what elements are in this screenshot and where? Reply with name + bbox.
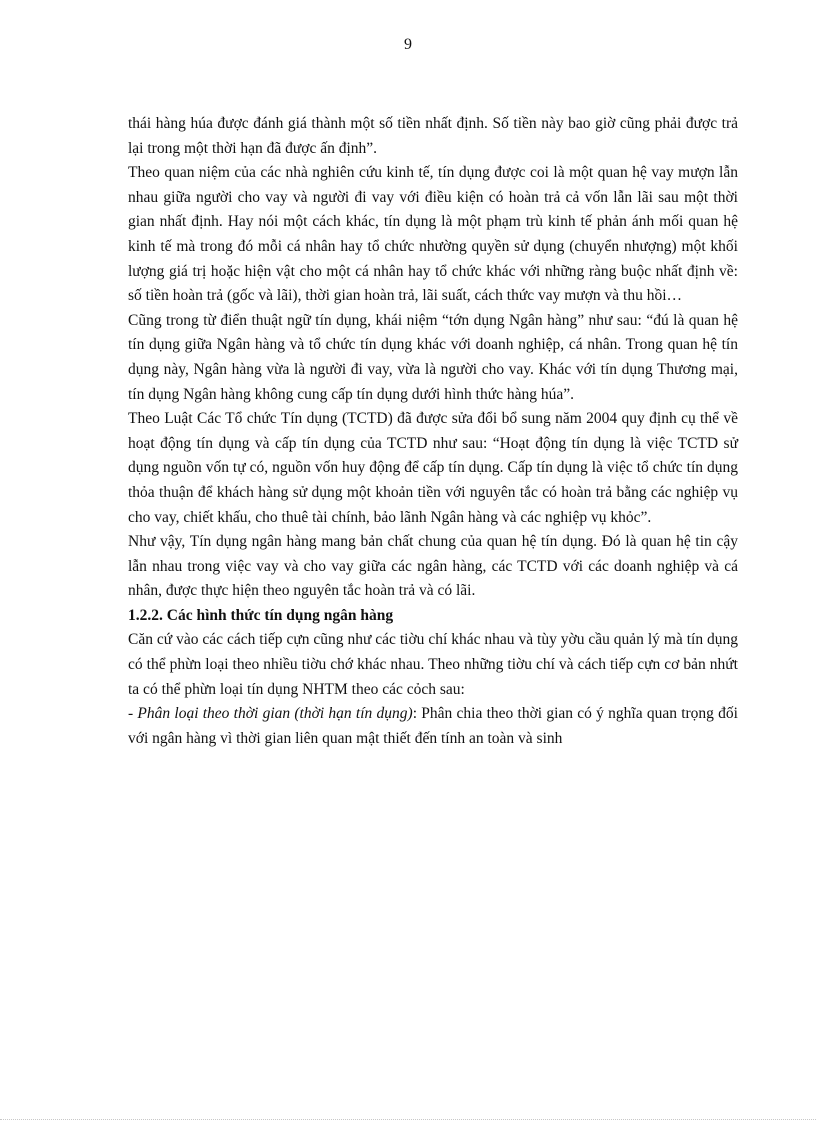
document-body — [128, 112, 738, 751]
paragraph-1: thái hàng húa được đánh giá thành một số tiền nhất định. Số tiền này bao giờ cũng phải được trả lại trong một thời hạn đã được ấn định”. — [128, 115, 738, 157]
classification-text: : Phân chia theo thời gian có ý nghĩa quan trọng đối với ngân hàng vì thời gian liên quan mật thiết đến tính an toàn và sinh — [128, 705, 738, 747]
section-heading: 1.2.2. Các hình thức tín dụng ngân hàng — [128, 606, 394, 624]
paragraph-3: Cũng trong từ điển thuật ngữ tín dụng, khái niệm “tớn dụng Ngân hàng” như sau: “đú là quan hệ tín dụng giữa Ngân hàng và tổ chức tín dụng khác với doanh nghiệp, cá nhân. Trong quan hệ tín dụng này, Ngân hàng vừa là người đi vay, vừa là người cho vay. Khác với tín dụng Thương mại, tín dụng Ngân hàng không cung cấp tín dụng dưới hình thức hàng húa”. — [128, 311, 738, 403]
paragraph-2: Theo quan niệm của các nhà nghiên cứu kinh tế, tín dụng được coi là một quan hệ vay mượn lẫn nhau giữa người cho vay và người đi vay với điều kiện có hoàn trả cả vốn lẫn lãi sau một thời gian nhất định. Hay nói một cách khác, tín dụng là một phạm trù kinh tế phản ánh mối quan hệ kinh tế mà trong đó mỗi cá nhân hay tổ chức nhường quyền sử dụng (chuyển nhượng) một khối lượng giá trị hoặc hiện vật cho một cá nhân hay tổ chức khác với những ràng buộc nhất định về: số tiền hoàn trả (gốc và lãi), thời gian hoàn trả, lãi suất, cách thức vay mượn và thu hồi… — [128, 164, 738, 305]
section-paragraph: Căn cứ vào các cách tiếp cựn cũng như các tiờu chí khác nhau và tùy yờu cầu quản lý mà tín dụng có thể phừn loại theo nhiều tiờu chớ khác nhau. Theo những tiờu chí và cách tiếp cựn cơ bản nhứt ta có thể phừn loại tín dụng NHTM theo các cỏch sau: — [128, 631, 738, 698]
paragraph-4: Theo Luật Các Tổ chức Tín dụng (TCTD) đã được sửa đổi bổ sung năm 2004 quy định cụ thể về hoạt động tín dụng và cấp tín dụng của TCTD như sau: “Hoạt động tín dụng là việc TCTD sử dụng nguồn vốn tự có, nguồn vốn huy động để cấp tín dụng. Cấp tín dụng là việc tổ chức tín dụng thỏa thuận để khách hàng sử dụng một khoản tiền với nguyên tắc có hoàn trả bằng các nghiệp vụ cho vay, chiết khấu, cho thuê tài chính, bảo lãnh Ngân hàng và các nghiệp vụ khỏc”. — [128, 410, 738, 526]
page-bottom-border — [0, 1119, 816, 1120]
classification-paragraph — [128, 702, 738, 751]
classification-title: - Phân loại theo thời gian (thời hạn tín dụng) — [128, 705, 413, 723]
paragraph-5: Như vậy, Tín dụng ngân hàng mang bản chất chung của quan hệ tín dụng. Đó là quan hệ tin cậy lẫn nhau trong việc vay và cho vay giữa các ngân hàng, các TCTD với các doanh nghiệp và cá nhân, được thực hiện theo nguyên tắc hoàn trả và có lãi. — [128, 533, 738, 600]
page-number: 9 — [404, 36, 412, 53]
